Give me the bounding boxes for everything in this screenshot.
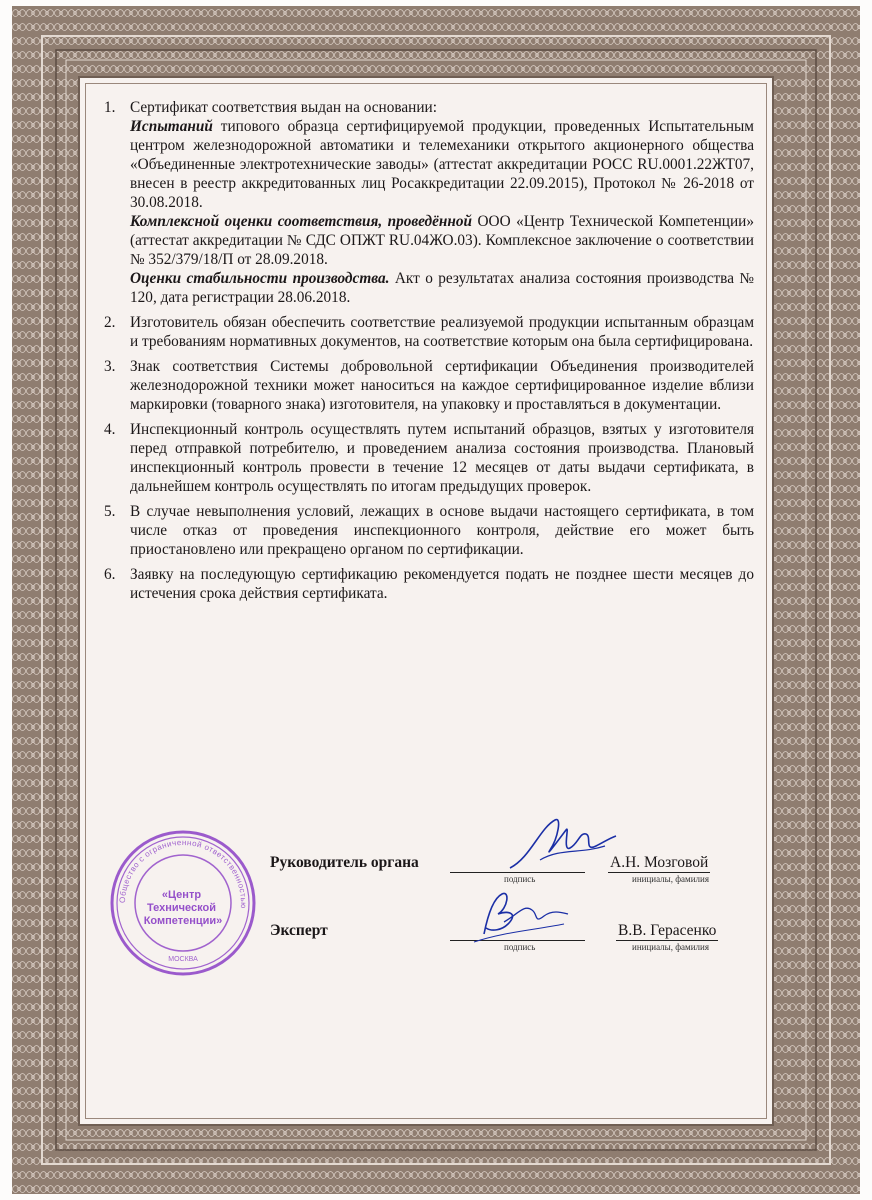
- item-number: 5.: [104, 503, 116, 520]
- condition-item: [96, 357, 754, 414]
- signature-role: Эксперт: [270, 922, 328, 939]
- stamp-city: МОСКВА: [168, 956, 198, 963]
- name-caption: инициалы, фамилия: [632, 874, 709, 884]
- item-number: 2.: [104, 314, 116, 331]
- handwritten-signature-expert: [464, 884, 574, 954]
- condition-item: [96, 420, 754, 496]
- certificate-conditions: [96, 98, 754, 609]
- handwritten-signature-head: [500, 808, 620, 878]
- paragraph: Сертификат соответствия выдан на основании:: [130, 99, 437, 116]
- item-number: 1.: [104, 99, 116, 116]
- signatory-name: В.В. Герасенко: [618, 922, 717, 939]
- stamp-ring-text: Общество с ограниченной ответственностью: [117, 837, 249, 909]
- paragraph: Комплексной оценки соответствия, проведённой ООО «Центр Технической Компетенции» (аттестат аккредитации № СДС ОПЖТ RU.04ЖО.03). Комплексное заключение о соответствии № 352/379/18/П от 28.09.2018.: [130, 213, 754, 268]
- item-number: 6.: [104, 566, 116, 583]
- paragraph: Испытаний типового образца сертифицируемой продукции, проведенных Испытательным центром железнодорожной автоматики и телемеханики открытого акционерного общества «Объединенные электротехнические заводы» (аттестат аккредитации РОСС RU.0001.22ЖТ07, внесен в реестр аккредитованных лиц Росаккредитации 22.09.2015), Протокол № 26-2018 от 30.08.2018.: [130, 118, 754, 211]
- condition-item: [96, 565, 754, 603]
- item-number: 4.: [104, 421, 116, 438]
- paragraph: Знак соответствия Системы добровольной сертификации Объединения производителей железнодорожной техники может наноситься на каждое сертифицированное изделие вблизи маркировки (товарного знака) изготовителя, на упаковку и проставляться в документации.: [130, 358, 754, 413]
- signature-role: Руководитель органа: [270, 854, 419, 871]
- signature-caption: подпись: [504, 942, 536, 952]
- paragraph: Изготовитель обязан обеспечить соответствие реализуемой продукции испытанным образцам и требованиям нормативных документов, на соответствие которым она была сертифицирована.: [130, 314, 754, 350]
- paragraph: Инспекционный контроль осуществлять путем испытаний образцов, взятых у изготовителя перед отправкой потребителю, и проведением анализа состояния производства. Плановый инспекционный контроль провести в течение 12 месяцев от даты выдачи сертификата, в дальнейшем контроль осуществлять по итогам предыдущих проверок.: [130, 421, 754, 495]
- paragraph: Оценки стабильности производства. Акт о результатах анализа состояния производства № 120, дата регистрации 28.06.2018.: [130, 270, 754, 306]
- signature-caption: подпись: [504, 874, 536, 884]
- stamp-center-text: «Центр Технической Компетенции»: [143, 889, 223, 927]
- item-number: 3.: [104, 358, 116, 375]
- paragraph: Заявку на последующую сертификацию рекомендуется подать не позднее шести месяцев до истечения срока действия сертификата.: [130, 566, 754, 602]
- condition-item: [96, 313, 754, 351]
- conditions-list: [96, 98, 754, 603]
- paragraph: В случае невыполнения условий, лежащих в основе выдачи настоящего сертификата, в том числе отказ от проведения инспекционного контроля, действие его может быть приостановлено или прекращено органом по сертификации.: [130, 503, 754, 558]
- condition-item: [96, 502, 754, 559]
- organization-stamp: [108, 828, 258, 978]
- name-caption: инициалы, фамилия: [632, 942, 709, 952]
- signatory-name: А.Н. Мозговой: [610, 854, 709, 871]
- condition-item: [96, 98, 754, 307]
